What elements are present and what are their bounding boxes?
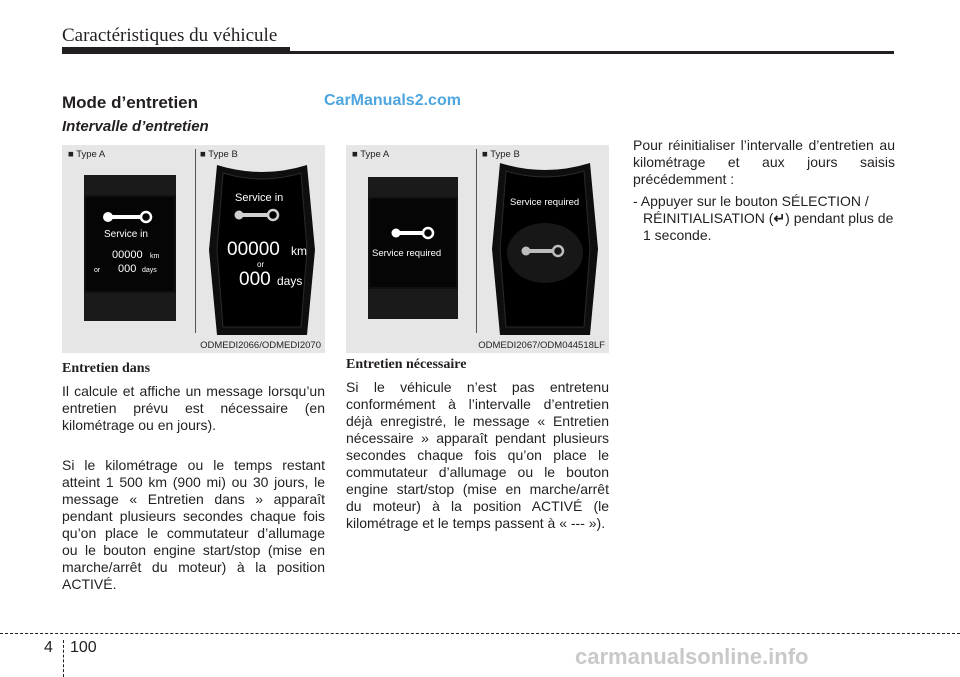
figure2-display-a	[368, 177, 458, 319]
figure1-display-b-days-value: 000	[239, 269, 271, 290]
col3-paragraph-1: Pour réinitialiser l’intervalle d’entretien au kilométrage et aux jours saisis précédemment :	[633, 137, 895, 187]
section-title: Mode d’entretien	[62, 93, 199, 112]
header-rule	[62, 51, 894, 54]
watermark-top: CarManuals2.com	[324, 92, 461, 109]
figure1-display-a-days-value: 000	[118, 263, 137, 275]
figure2-type-a-label: ■ Type A	[352, 149, 390, 160]
footer-rule	[0, 633, 960, 634]
chapter-number: 4	[44, 639, 53, 656]
figure1-display-b-km-value: 00000	[227, 239, 280, 260]
subsection-title: Intervalle d’entretien	[62, 118, 209, 135]
figure1-display-a-title: Service in	[104, 229, 148, 240]
col1-heading: Entretien dans	[62, 361, 151, 376]
footer-vertical-rule	[63, 640, 64, 677]
figure1-display-a-km-unit: km	[150, 253, 160, 260]
figure1-caption: ODMEDI2066/ODMEDI2070	[200, 340, 321, 351]
figure1-display-a-km-value: 00000	[112, 249, 143, 261]
figure2-caption: ODMEDI2067/ODM044518LF	[478, 340, 605, 351]
col1-paragraph-1: Il calcule et affiche un message lorsqu’un entretien prévu est nécessaire (en kilométrage ou en jours).	[62, 383, 325, 433]
figure1-display-b-days-unit: days	[277, 274, 303, 288]
figure-service-in	[62, 145, 325, 353]
col3-bullet	[633, 193, 895, 244]
figure2-divider	[476, 149, 477, 333]
figure1-type-a-label: ■ Type A	[68, 149, 106, 160]
return-arrow-icon: ↵	[773, 210, 786, 226]
figure2-display-a-title: Service required	[372, 248, 442, 259]
col1-paragraph-2: Si le kilométrage ou le temps restant atteint 1 500 km (900 mi) ou 30 jours, le message « Entretien dans » apparaît pendant plusieurs secondes chaque fois qu’on place le commutateur d’allumage ou le bouton engine start/stop (mise en marche/arrêt du moteur) à la position ACTIVÉ.	[62, 457, 325, 592]
figure-service-required	[346, 145, 609, 353]
col2-paragraph-1: Si le véhicule n’est pas entretenu conformément à l’intervalle d’entretien déjà enregistré, le message « Entretien nécessaire » apparaît pendant plusieurs secondes chaque fois qu’on place le commutateur d’allumage ou le bouton engine start/stop (mise en marche/arrêt du moteur) à la position ACTIVÉ (le kilométrage et le temps passent à « --- »).	[346, 379, 609, 531]
figure1-divider	[195, 149, 196, 333]
running-header-title: Caractéristiques du véhicule	[62, 25, 278, 46]
figure1-display-b-km-unit: km	[291, 244, 307, 258]
figure2-display-b	[488, 163, 602, 335]
figure1-display-b	[205, 165, 319, 335]
col3-bullet-suffix: ) pendant plus de 1 seconde.	[643, 210, 894, 243]
figure1-display-b-or: or	[257, 260, 265, 269]
col3-bullet-prefix: - Appuyer sur le bouton SÉLECTION / RÉINITIALISATION (	[633, 193, 869, 226]
figure1-display-a-days-unit: days	[142, 267, 157, 274]
col2-heading: Entretien nécessaire	[346, 357, 467, 372]
figure1-type-b-label: ■ Type B	[200, 149, 238, 160]
figure1-display-a	[84, 175, 176, 321]
figure1-display-b-title: Service in	[235, 192, 284, 204]
figure2-type-b-label: ■ Type B	[482, 149, 520, 160]
page-number: 100	[70, 639, 97, 656]
watermark-bottom: carmanualsonline.info	[575, 644, 809, 669]
figure2-display-b-title: Service required	[510, 197, 580, 208]
figure1-display-a-or: or	[94, 267, 101, 274]
